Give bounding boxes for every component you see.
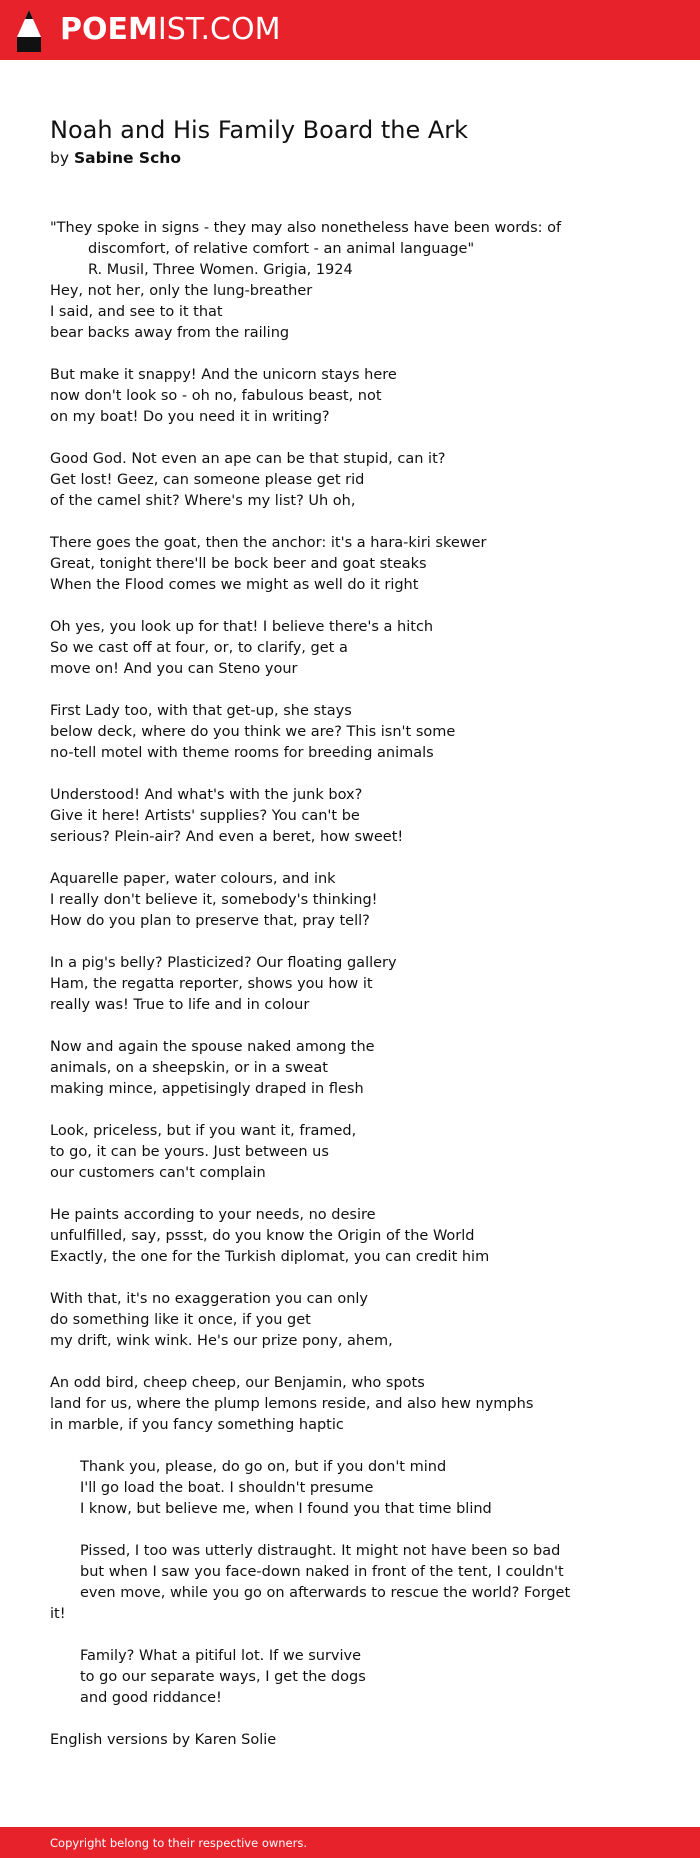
poem-line: So we cast off at four, or, to clarify, get a bbox=[50, 640, 348, 656]
brand-light: IST.COM bbox=[157, 12, 281, 47]
poem-line: Get lost! Geez, can someone please get rid bbox=[50, 472, 365, 488]
poem-line: even move, while you go on afterwards to rescue the world? Forget bbox=[80, 1585, 571, 1601]
stanza-break bbox=[50, 932, 670, 953]
stanza-break bbox=[50, 848, 670, 869]
poem-line: English versions by Karen Solie bbox=[50, 1732, 277, 1748]
poem-line: Ham, the regatta reporter, shows you how it bbox=[50, 976, 373, 992]
stanza-break bbox=[50, 1100, 670, 1121]
poem-line: below deck, where do you think we are? This isn't some bbox=[50, 724, 456, 740]
poem-line: Oh yes, you look up for that! I believe there's a hitch bbox=[50, 619, 434, 635]
poem-line: First Lady too, with that get-up, she stays bbox=[50, 703, 352, 719]
stanza-break bbox=[50, 1268, 670, 1289]
stanza-break bbox=[50, 596, 670, 617]
poem-line: unfulfilled, say, pssst, do you know the Origin of the World bbox=[50, 1228, 475, 1244]
poem-line: Family? What a pitiful lot. If we survive bbox=[80, 1648, 362, 1664]
poem-line: But make it snappy! And the unicorn stays here bbox=[50, 367, 397, 383]
poem-line: serious? Plein-air? And even a beret, how sweet! bbox=[50, 829, 404, 845]
poem-line: "They spoke in signs - they may also nonetheless have been words: of bbox=[50, 220, 562, 236]
poem-title: Noah and His Family Board the Ark bbox=[50, 116, 469, 144]
poem-line: Look, priceless, but if you want it, framed, bbox=[50, 1123, 357, 1139]
poem-line: but when I saw you face-down naked in front of the tent, I couldn't bbox=[80, 1564, 564, 1580]
poem-line: With that, it's no exaggeration you can only bbox=[50, 1291, 369, 1307]
poem-line: An odd bird, cheep cheep, our Benjamin, who spots bbox=[50, 1375, 425, 1391]
poem-line: on my boat! Do you need it in writing? bbox=[50, 409, 330, 425]
stanza-break bbox=[50, 344, 670, 365]
poem-line: really was! True to life and in colour bbox=[50, 997, 310, 1013]
poem-line: do something like it once, if you get bbox=[50, 1312, 311, 1328]
poem-line: In a pig's belly? Plasticized? Our floating gallery bbox=[50, 955, 397, 971]
poem-line: When the Flood comes we might as well do it right bbox=[50, 577, 419, 593]
poem-line: I really don't believe it, somebody's thinking! bbox=[50, 892, 378, 908]
poem-line: to go, it can be yours. Just between us bbox=[50, 1144, 329, 1160]
poem-line: bear backs away from the railing bbox=[50, 325, 290, 341]
stanza-break bbox=[50, 764, 670, 785]
stanza-break bbox=[50, 1625, 670, 1646]
poem-line: Good God. Not even an ape can be that stupid, can it? bbox=[50, 451, 446, 467]
poem-line: it! bbox=[50, 1606, 66, 1622]
by-label: by bbox=[50, 149, 70, 167]
poem-line: Pissed, I too was utterly distraught. It might not have been so bad bbox=[80, 1543, 561, 1559]
stanza-break bbox=[50, 1520, 670, 1541]
poem-line: Exactly, the one for the Turkish diplomat, you can credit him bbox=[50, 1249, 490, 1265]
poem-line: Give it here! Artists' supplies? You can't be bbox=[50, 808, 360, 824]
poem-body bbox=[50, 218, 670, 1751]
poem-line: discomfort, of relative comfort - an animal language" bbox=[88, 241, 475, 257]
poem-line: There goes the goat, then the anchor: it's a hara-kiri skewer bbox=[50, 535, 487, 551]
poem-line: Hey, not her, only the lung-breather bbox=[50, 283, 313, 299]
poem-line: to go our separate ways, I get the dogs bbox=[80, 1669, 366, 1685]
poem-line: R. Musil, Three Women. Grigia, 1924 bbox=[88, 262, 353, 278]
poem-line: move on! And you can Steno your bbox=[50, 661, 298, 677]
byline bbox=[50, 147, 181, 169]
poem-line: Thank you, please, do go on, but if you don't mind bbox=[80, 1459, 447, 1475]
poem-line: land for us, where the plump lemons reside, and also hew nymphs bbox=[50, 1396, 534, 1412]
poem-line: in marble, if you fancy something haptic bbox=[50, 1417, 344, 1433]
poem-line: no-tell motel with theme rooms for breeding animals bbox=[50, 745, 434, 761]
brand-bold: POEM bbox=[60, 12, 158, 47]
stanza-break bbox=[50, 1436, 670, 1457]
stanza-break bbox=[50, 1184, 670, 1205]
author-name: Sabine Scho bbox=[73, 149, 181, 167]
stanza-break bbox=[50, 1016, 670, 1037]
poem-line: Great, tonight there'll be bock beer and goat steaks bbox=[50, 556, 427, 572]
stanza-break bbox=[50, 680, 670, 701]
poem-line: How do you plan to preserve that, pray tell? bbox=[50, 913, 370, 929]
poem-line: my drift, wink wink. He's our prize pony, ahem, bbox=[50, 1333, 393, 1349]
pencil-tip-icon[interactable] bbox=[16, 9, 42, 53]
stanza-break bbox=[50, 512, 670, 533]
poem-line: I know, but believe me, when I found you that time blind bbox=[80, 1501, 492, 1517]
poem-line: Now and again the spouse naked among the bbox=[50, 1039, 375, 1055]
poem-line: I said, and see to it that bbox=[50, 304, 223, 320]
copyright-text: Copyright belong to their respective owners. bbox=[50, 1836, 308, 1850]
site-footer bbox=[0, 1827, 700, 1858]
poem-line: making mince, appetisingly draped in flesh bbox=[50, 1081, 364, 1097]
poem-line: He paints according to your needs, no desire bbox=[50, 1207, 376, 1223]
stanza-break bbox=[50, 428, 670, 449]
poem-line: Aquarelle paper, water colours, and ink bbox=[50, 871, 336, 887]
stanza-break bbox=[50, 1709, 670, 1730]
poem-line: and good riddance! bbox=[80, 1690, 222, 1706]
poem-line: I'll go load the boat. I shouldn't presume bbox=[80, 1480, 374, 1496]
site-logo[interactable] bbox=[60, 12, 280, 48]
poem-line: our customers can't complain bbox=[50, 1165, 266, 1181]
poem-line: of the camel shit? Where's my list? Uh oh, bbox=[50, 493, 356, 509]
poem-line: now don't look so - oh no, fabulous beast, not bbox=[50, 388, 382, 404]
poem-line: Understood! And what's with the junk box? bbox=[50, 787, 363, 803]
site-header bbox=[0, 0, 700, 60]
poem-line: animals, on a sheepskin, or in a sweat bbox=[50, 1060, 328, 1076]
stanza-break bbox=[50, 1352, 670, 1373]
